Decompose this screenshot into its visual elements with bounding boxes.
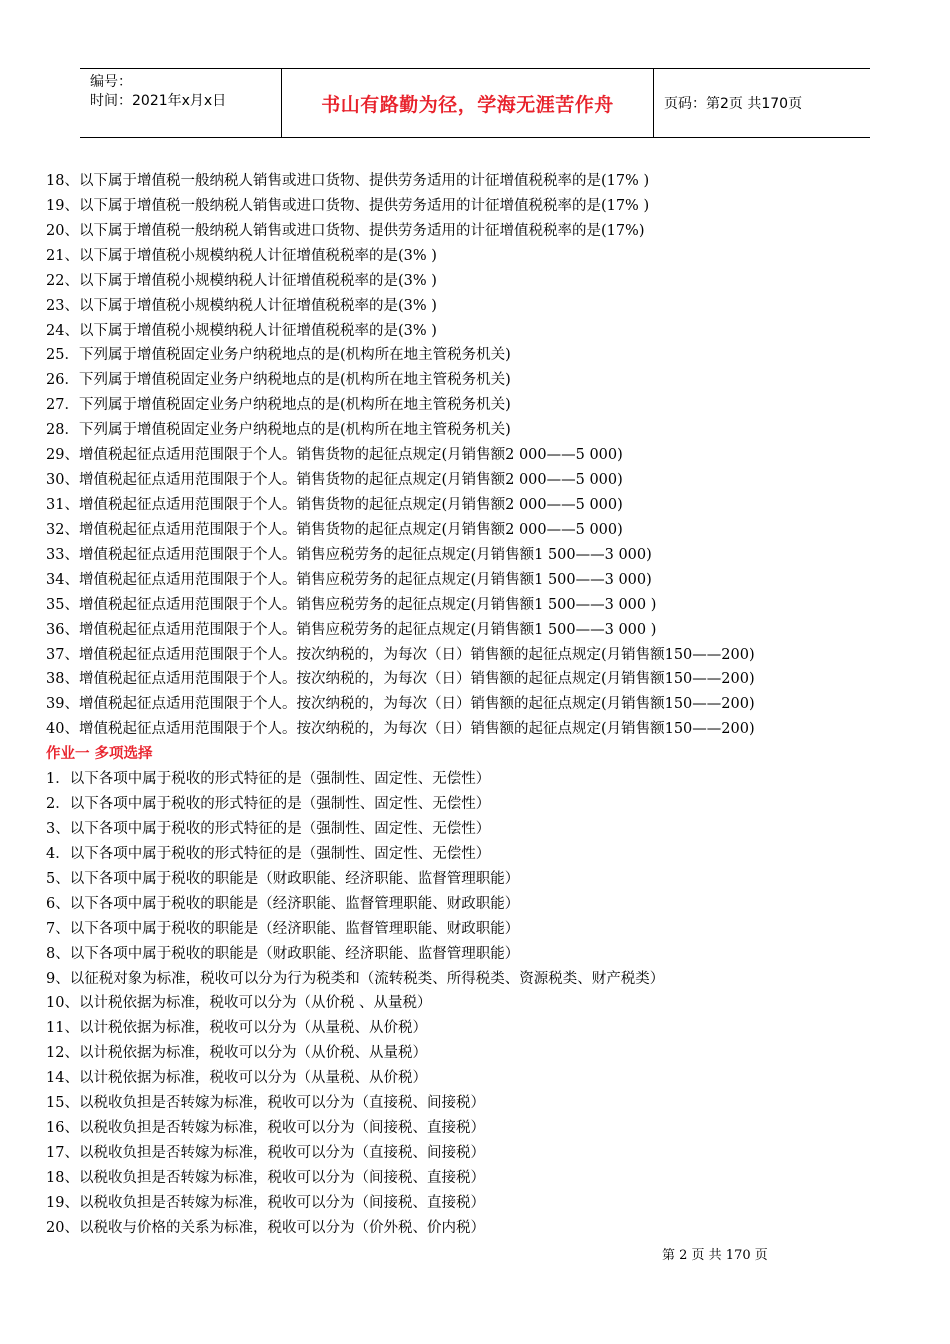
question-list-part1 bbox=[46, 169, 916, 742]
question-line: 19、以下属于增值税一般纳税人销售或进口货物、提供劳务适用的计征增值税税率的是(17% ) bbox=[46, 197, 650, 214]
question-line: 24、以下属于增值税小规模纳税人计征增值税税率的是(3% ) bbox=[46, 322, 437, 339]
question-line: 10、以计税依据为标准，税收可以分为（从价税 、从量税） bbox=[46, 995, 432, 1012]
question-line: 17、以税收负担是否转嫁为标准，税收可以分为（直接税、间接税） bbox=[46, 1144, 485, 1161]
question-line: 20、以下属于增值税一般纳税人销售或进口货物、提供劳务适用的计征增值税税率的是(17%) bbox=[46, 222, 645, 239]
question-list-part2 bbox=[46, 767, 916, 1241]
question-line: 29、增值税起征点适用范围限于个人。销售货物的起征点规定(月销售额2 000——5 000) bbox=[46, 447, 623, 464]
question-line: 9、以征税对象为标准，税收可以分为行为税类和（流转税类、所得税类、资源税类、财产税类） bbox=[46, 970, 665, 987]
question-line: 30、增值税起征点适用范围限于个人。销售货物的起征点规定(月销售额2 000——5 000) bbox=[46, 472, 623, 489]
question-line: 1．以下各项中属于税收的形式特征的是（强制性、固定性、无偿性） bbox=[46, 771, 491, 788]
question-line: 23、以下属于增值税小规模纳税人计征增值税税率的是(3% ) bbox=[46, 297, 437, 314]
question-line: 25．下列属于增值税固定业务户纳税地点的是(机构所在地主管税务机关) bbox=[46, 347, 511, 364]
question-line: 32、增值税起征点适用范围限于个人。销售货物的起征点规定(月销售额2 000——5 000) bbox=[46, 521, 623, 538]
question-line: 6、以下各项中属于税收的职能是（经济职能、监督管理职能、财政职能） bbox=[46, 895, 520, 912]
question-line: 16、以税收负担是否转嫁为标准，税收可以分为（间接税、直接税） bbox=[46, 1120, 485, 1137]
question-line: 28．下列属于增值税固定业务户纳税地点的是(机构所在地主管税务机关) bbox=[46, 422, 511, 439]
question-line: 26．下列属于增值税固定业务户纳税地点的是(机构所在地主管税务机关) bbox=[46, 372, 511, 389]
header-motto: 书山有路勤为径，学海无涯苦作舟 bbox=[282, 69, 654, 137]
header-meta-cell bbox=[80, 69, 282, 137]
question-line: 12、以计税依据为标准，税收可以分为（从价税、从量税） bbox=[46, 1045, 427, 1062]
question-line: 14、以计税依据为标准，税收可以分为（从量税、从价税） bbox=[46, 1070, 427, 1087]
question-line: 35、增值税起征点适用范围限于个人。销售应税劳务的起征点规定(月销售额1 500——3 000 ) bbox=[46, 596, 657, 613]
question-line: 38、增值税起征点适用范围限于个人。按次纳税的，为每次（日）销售额的起征点规定(月销售额150——200) bbox=[46, 671, 755, 688]
question-line: 18、以税收负担是否转嫁为标准，税收可以分为（间接税、直接税） bbox=[46, 1169, 485, 1186]
question-line: 15、以税收负担是否转嫁为标准，税收可以分为（直接税、间接税） bbox=[46, 1095, 485, 1112]
question-line: 40、增值税起征点适用范围限于个人。按次纳税的，为每次（日）销售额的起征点规定(月销售额150——200) bbox=[46, 721, 755, 738]
question-line: 22、以下属于增值税小规模纳税人计征增值税税率的是(3% ) bbox=[46, 272, 437, 289]
page-header bbox=[80, 68, 870, 138]
question-line: 27．下列属于增值税固定业务户纳税地点的是(机构所在地主管税务机关) bbox=[46, 397, 511, 414]
question-line: 36、增值税起征点适用范围限于个人。销售应税劳务的起征点规定(月销售额1 500——3 000 ) bbox=[46, 621, 657, 638]
question-line: 2．以下各项中属于税收的形式特征的是（强制性、固定性、无偿性） bbox=[46, 796, 491, 813]
document-date: 时间：2021年x月x日 bbox=[90, 93, 227, 109]
document-body bbox=[46, 169, 916, 1241]
question-line: 31、增值税起征点适用范围限于个人。销售货物的起征点规定(月销售额2 000——5 000) bbox=[46, 496, 623, 513]
page-footer: 第 2 页 共 170 页 bbox=[662, 1248, 768, 1263]
question-line: 19、以税收负担是否转嫁为标准，税收可以分为（间接税、直接税） bbox=[46, 1194, 485, 1211]
question-line: 4．以下各项中属于税收的形式特征的是（强制性、固定性、无偿性） bbox=[46, 845, 491, 862]
question-line: 21、以下属于增值税小规模纳税人计征增值税税率的是(3% ) bbox=[46, 247, 437, 264]
question-line: 7、以下各项中属于税收的职能是（经济职能、监督管理职能、财政职能） bbox=[46, 920, 520, 937]
question-line: 39、增值税起征点适用范围限于个人。按次纳税的，为每次（日）销售额的起征点规定(月销售额150——200) bbox=[46, 696, 755, 713]
header-page-info: 页码：第2页 共170页 bbox=[664, 96, 803, 112]
question-line: 20、以税收与价格的关系为标准，税收可以分为（价外税、价内税） bbox=[46, 1219, 485, 1236]
question-line: 34、增值税起征点适用范围限于个人。销售应税劳务的起征点规定(月销售额1 500——3 000) bbox=[46, 571, 652, 588]
question-line: 33、增值税起征点适用范围限于个人。销售应税劳务的起征点规定(月销售额1 500——3 000) bbox=[46, 546, 652, 563]
question-line: 11、以计税依据为标准，税收可以分为（从量税、从价税） bbox=[46, 1020, 427, 1037]
question-line: 18、以下属于增值税一般纳税人销售或进口货物、提供劳务适用的计征增值税税率的是(17% ) bbox=[46, 173, 650, 189]
question-line: 8、以下各项中属于税收的职能是（财政职能、经济职能、监督管理职能） bbox=[46, 945, 520, 962]
question-line: 37、增值税起征点适用范围限于个人。按次纳税的，为每次（日）销售额的起征点规定(月销售额150——200) bbox=[46, 646, 755, 663]
question-line: 5、以下各项中属于税收的职能是（财政职能、经济职能、监督管理职能） bbox=[46, 870, 520, 887]
question-line: 3、以下各项中属于税收的形式特征的是（强制性、固定性、无偿性） bbox=[46, 820, 491, 837]
document-number-label: 编号： bbox=[90, 74, 132, 90]
section-title: 作业一 多项选择 bbox=[46, 746, 153, 763]
